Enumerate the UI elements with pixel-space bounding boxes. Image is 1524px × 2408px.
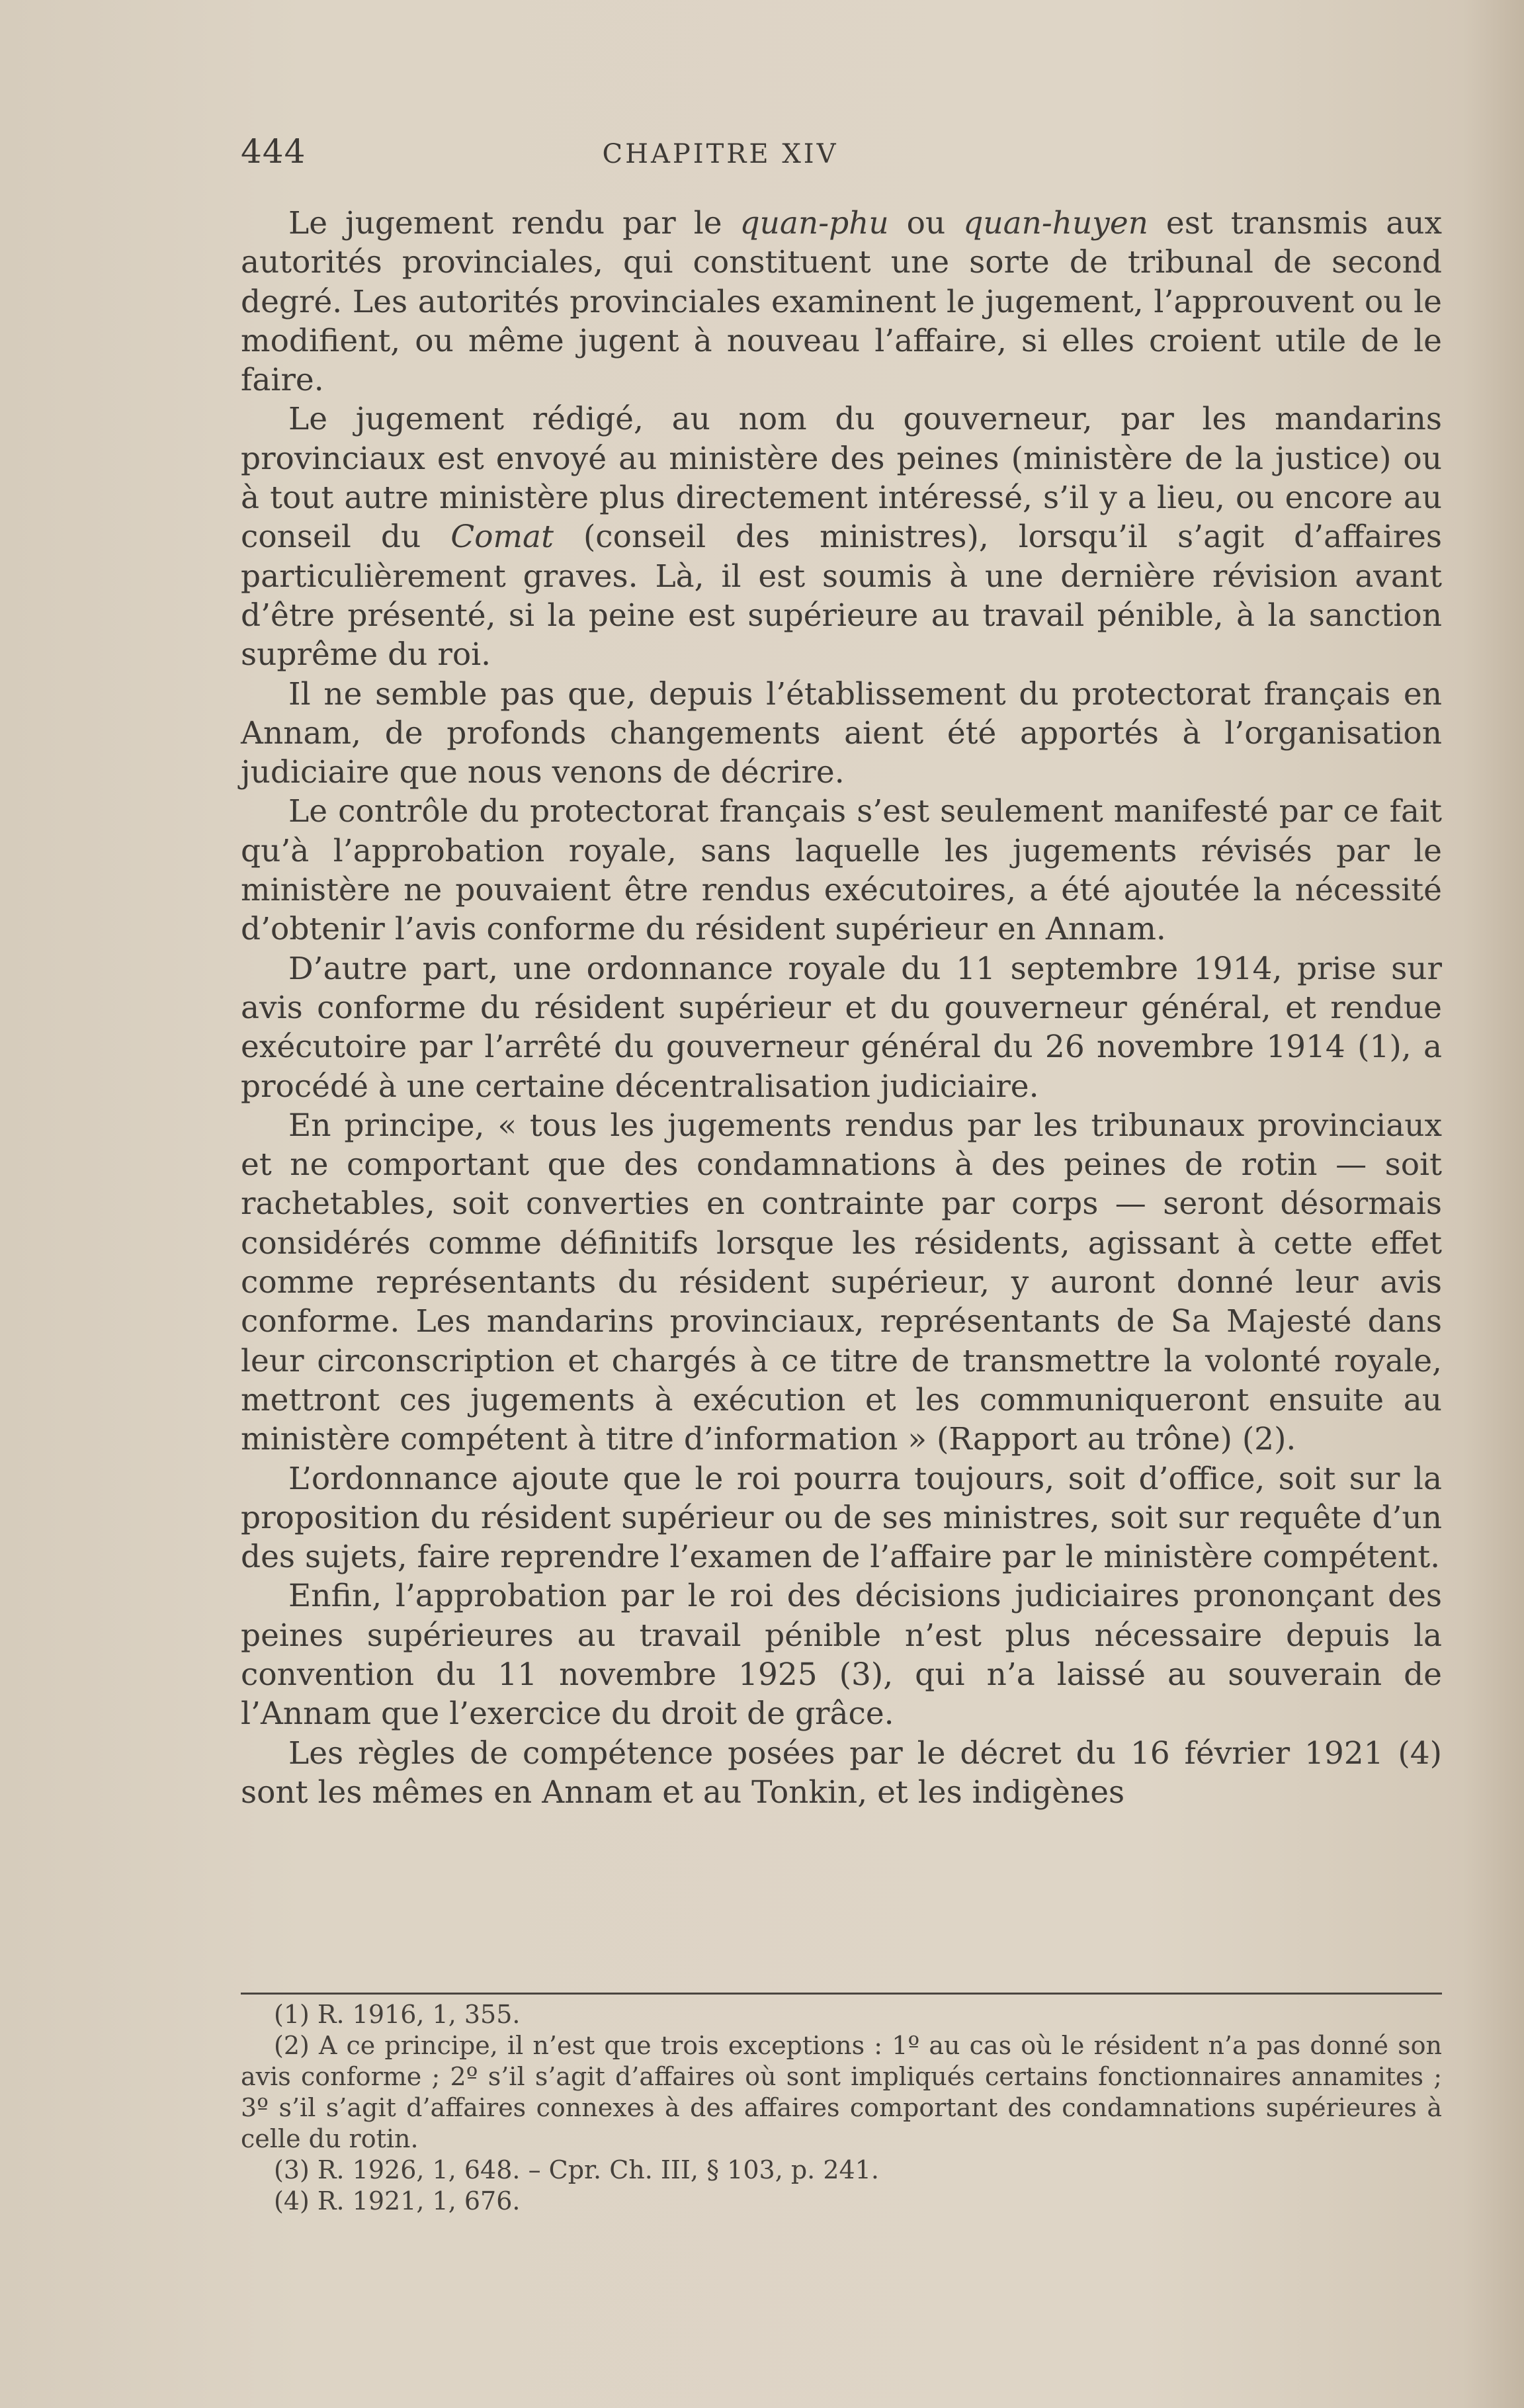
paragraph-1: Le jugement rendu par le quan-phu ou quan-huyen est transmis aux autorités provinciales, qui constituent une sorte de tribunal de second degré. Les autorités provinciales examinent le jugement, l’approuvent ou le modifient, ou même jugent à nouveau l’affaire, si elles croient utile de le faire. — [241, 205, 1442, 399]
paragraph-3: Il ne semble pas que, depuis l’établissement du protectorat français en Annam, de profonds changements aient été apportés à l’organisation judiciaire que nous venons de décrire. — [241, 675, 1442, 791]
paragraph-8: Enfin, l’approbation par le roi des décisions judiciaires prononçant des peines supérieures au travail pénible n’est plus nécessaire depuis la convention du 11 novembre 1925 (3), qui n’a laissé au souverain de l’Annam que l’exercice du droit de grâce. — [241, 1578, 1442, 1733]
paragraph-6: En principe, « tous les jugements rendus par les tribunaux provinciaux et ne comportant que des condamnations à des peines de rotin — soit rachetables, soit converties en contrainte par corps — seront désormais considérés comme définitifs lorsque les résidents, agissant à cette effet comme représentants du résident supérieur, y auront donné leur avis conforme. Les mandarins provinciaux, représentants de Sa Majesté dans leur circonscription et chargés à ce titre de transmettre la volonté royale, mettront ces jugements à exécution et les communiqueront ensuite au ministère compétent à titre d’information » (Rapport au trône) (2). — [241, 1107, 1442, 1458]
footnote-3: (3) R. 1926, 1, 648. – Cpr. Ch. III, § 103, p. 241. — [274, 2155, 879, 2184]
page-header — [241, 132, 1442, 179]
running-head: CHAPITRE XIV — [602, 139, 839, 169]
body-text — [241, 204, 1442, 1812]
footnote-divider — [241, 1993, 1442, 1995]
footnote-4: (4) R. 1921, 1, 676. — [274, 2186, 521, 2215]
footnote-1: (1) R. 1916, 1, 355. — [274, 2000, 521, 2029]
paragraph-2: Le jugement rédigé, au nom du gouverneur, par les mandarins provinciaux est envoyé au ministère des peines (ministère de la justice) ou à tout autre ministère plus directement intéressé, s’il y a lieu, ou encore au conseil du Comat (conseil des ministres), lorsqu’il s’agit d’affaires particulièrement graves. Là, il est soumis à une dernière révision avant d’être présenté, si la peine est supérieure au travail pénible, à la sanction suprême du roi. — [241, 401, 1442, 673]
paragraph-4: Le contrôle du protectorat français s’est seulement manifesté par ce fait qu’à l’approbation royale, sans laquelle les jugements révisés par le ministère ne pouvaient être rendus exécutoires, a été ajoutée la nécessité d’obtenir l’avis conforme du résident supérieur en Annam. — [241, 793, 1442, 948]
footnote-2: (2) A ce principe, il n’est que trois exceptions : 1º au cas où le résident n’a pas donné son avis conforme ; 2º s’il s’agit d’affaires où sont impliqués certains fonctionnaires annamites ; 3º s’il s’agit d’affaires connexes à des affaires comportant des condamnations supérieures à celle du rotin. — [241, 2031, 1442, 2153]
page-number: 444 — [241, 132, 306, 171]
footnotes — [241, 1999, 1442, 2217]
paragraph-7: L’ordonnance ajoute que le roi pourra toujours, soit d’office, soit sur la proposition du résident supérieur ou de ses ministres, soit sur requête d’un des sujets, faire reprendre l’examen de l’affaire par le ministère compétent. — [241, 1460, 1442, 1576]
paragraph-5: D’autre part, une ordonnance royale du 11 septembre 1914, prise sur avis conforme du résident supérieur et du gouverneur général, et rendue exécutoire par l’arrêté du gouverneur général du 26 novembre 1914 (1), a procédé à une certaine décentralisation judiciaire. — [241, 950, 1442, 1105]
paragraph-9: Les règles de compétence posées par le décret du 16 février 1921 (4) sont les mêmes en Annam et au Tonkin, et les indigènes — [241, 1735, 1442, 1811]
